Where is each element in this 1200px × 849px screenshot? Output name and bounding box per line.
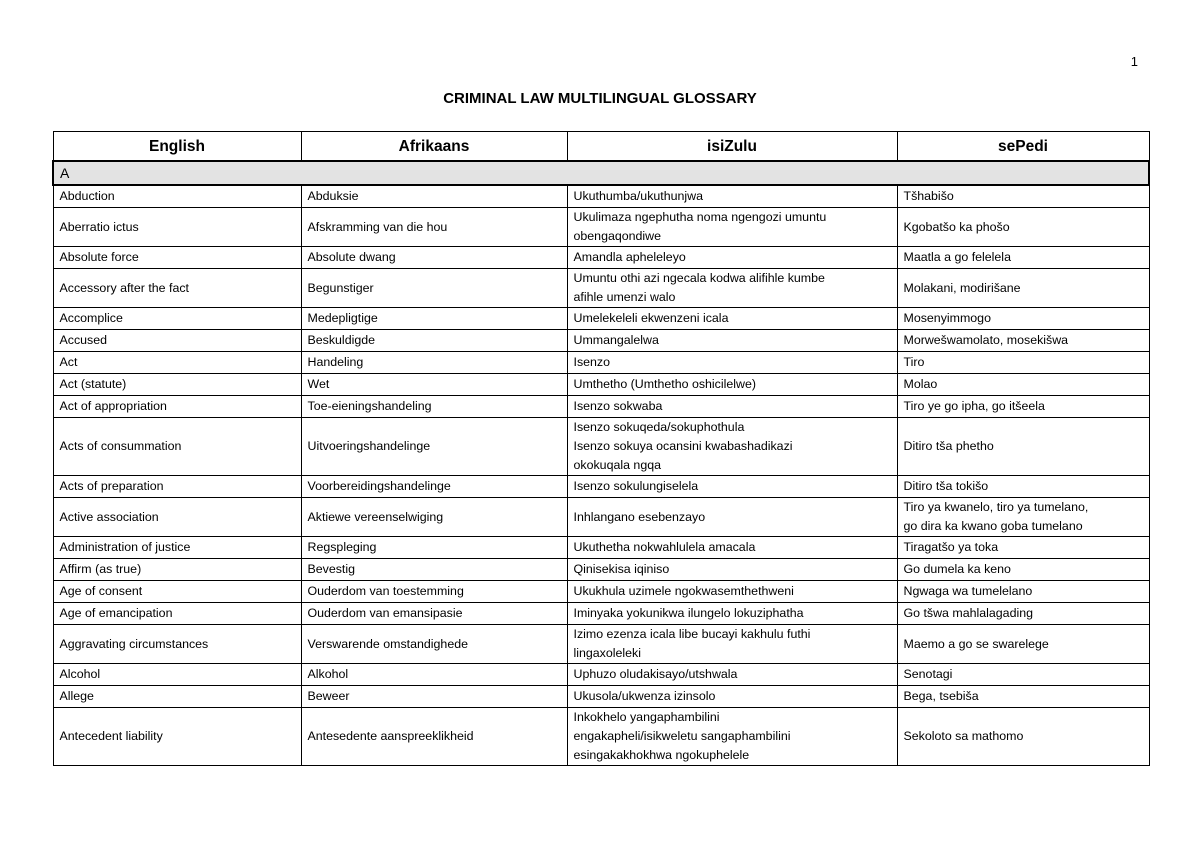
cell-sepedi: Sekoloto sa mathomo <box>897 708 1149 766</box>
cell-english: Accused <box>53 330 301 352</box>
cell-english: Act of appropriation <box>53 396 301 418</box>
cell-english: Acts of consummation <box>53 418 301 476</box>
cell-english: Abduction <box>53 185 301 208</box>
cell-english: Alcohol <box>53 664 301 686</box>
cell-english: Aberratio ictus <box>53 208 301 247</box>
table-row <box>53 208 1149 247</box>
cell-isizulu: Ukusola/ukwenza izinsolo <box>567 686 897 708</box>
column-header-sepedi: sePedi <box>897 132 1149 162</box>
glossary-table <box>52 131 1150 766</box>
column-header-afrikaans: Afrikaans <box>301 132 567 162</box>
cell-afrikaans: Antesedente aanspreeklikheid <box>301 708 567 766</box>
cell-afrikaans: Aktiewe vereenselwiging <box>301 498 567 537</box>
cell-isizulu: Qinisekisa iqiniso <box>567 559 897 581</box>
table-row <box>53 686 1149 708</box>
cell-isizulu: Ukuthetha nokwahlulela amacala <box>567 537 897 559</box>
column-header-english: English <box>53 132 301 162</box>
page-number: 1 <box>1130 54 1138 69</box>
cell-sepedi: Kgobatšo ka phošo <box>897 208 1149 247</box>
cell-sepedi: Molao <box>897 374 1149 396</box>
section-row <box>53 161 1149 185</box>
cell-afrikaans: Uitvoeringshandelinge <box>301 418 567 476</box>
cell-english: Act (statute) <box>53 374 301 396</box>
cell-afrikaans: Begunstiger <box>301 269 567 308</box>
cell-english: Accessory after the fact <box>53 269 301 308</box>
cell-sepedi: Mosenyimmogo <box>897 308 1149 330</box>
cell-english: Age of emancipation <box>53 603 301 625</box>
cell-isizulu: Ummangalelwa <box>567 330 897 352</box>
cell-afrikaans: Wet <box>301 374 567 396</box>
cell-isizulu: Umuntu othi azi ngecala kodwa alifihle kumbe afihle umenzi walo <box>567 269 897 308</box>
cell-afrikaans: Absolute dwang <box>301 247 567 269</box>
table-row <box>53 247 1149 269</box>
cell-sepedi: Maatla a go felelela <box>897 247 1149 269</box>
cell-english: Aggravating circumstances <box>53 625 301 664</box>
table-row <box>53 476 1149 498</box>
cell-isizulu: Isenzo <box>567 352 897 374</box>
cell-sepedi: Ngwaga wa tumelelano <box>897 581 1149 603</box>
table-row <box>53 625 1149 664</box>
cell-english: Allege <box>53 686 301 708</box>
cell-isizulu: Ukuthumba/ukuthunjwa <box>567 185 897 208</box>
cell-sepedi: Molakani, modirišane <box>897 269 1149 308</box>
table-row <box>53 396 1149 418</box>
cell-afrikaans: Alkohol <box>301 664 567 686</box>
cell-sepedi: Tšhabišo <box>897 185 1149 208</box>
cell-sepedi: Bega, tsebiša <box>897 686 1149 708</box>
table-row <box>53 185 1149 208</box>
cell-isizulu: Izimo ezenza icala libe bucayi kakhulu futhi lingaxoleleki <box>567 625 897 664</box>
cell-english: Active association <box>53 498 301 537</box>
cell-afrikaans: Abduksie <box>301 185 567 208</box>
cell-isizulu: Uphuzo oludakisayo/utshwala <box>567 664 897 686</box>
cell-afrikaans: Handeling <box>301 352 567 374</box>
document-title: CRIMINAL LAW MULTILINGUAL GLOSSARY <box>443 90 757 107</box>
cell-sepedi: Morwešwamolato, mosekišwa <box>897 330 1149 352</box>
cell-english: Acts of preparation <box>53 476 301 498</box>
cell-sepedi: Tiragatšo ya toka <box>897 537 1149 559</box>
cell-sepedi: Ditiro tša phetho <box>897 418 1149 476</box>
cell-english: Act <box>53 352 301 374</box>
table-row <box>53 269 1149 308</box>
section-letter: A <box>53 161 1149 185</box>
table-row <box>53 498 1149 537</box>
cell-sepedi: Senotagi <box>897 664 1149 686</box>
table-row <box>53 308 1149 330</box>
cell-afrikaans: Medepligtige <box>301 308 567 330</box>
cell-english: Administration of justice <box>53 537 301 559</box>
cell-english: Antecedent liability <box>53 708 301 766</box>
cell-isizulu: Umthetho (Umthetho oshicilelwe) <box>567 374 897 396</box>
column-header-isizulu: isiZulu <box>567 132 897 162</box>
cell-english: Absolute force <box>53 247 301 269</box>
cell-isizulu: Iminyaka yokunikwa ilungelo lokuziphatha <box>567 603 897 625</box>
cell-isizulu: Amandla apheleleyo <box>567 247 897 269</box>
cell-sepedi: Ditiro tša tokišo <box>897 476 1149 498</box>
cell-afrikaans: Ouderdom van toestemming <box>301 581 567 603</box>
cell-sepedi: Tiro ye go ipha, go itšeela <box>897 396 1149 418</box>
cell-afrikaans: Voorbereidingshandelinge <box>301 476 567 498</box>
cell-isizulu: Inhlangano esebenzayo <box>567 498 897 537</box>
cell-isizulu: Inkokhelo yangaphambilini engakapheli/isikweletu sangaphambilini esingakakhokhwa ngokuphelele <box>567 708 897 766</box>
cell-sepedi: Maemo a go se swarelege <box>897 625 1149 664</box>
cell-isizulu: Isenzo sokwaba <box>567 396 897 418</box>
table-row <box>53 581 1149 603</box>
table-row <box>53 537 1149 559</box>
table-row <box>53 330 1149 352</box>
table-row <box>53 603 1149 625</box>
cell-english: Affirm (as true) <box>53 559 301 581</box>
cell-isizulu: Isenzo sokuqeda/sokuphothula Isenzo sokuya ocansini kwabashadikazi okokuqala ngqa <box>567 418 897 476</box>
header-row <box>53 132 1149 162</box>
cell-isizulu: Ukukhula uzimele ngokwasemthethweni <box>567 581 897 603</box>
cell-isizulu: Ukulimaza ngephutha noma ngengozi umuntu obengaqondiwe <box>567 208 897 247</box>
cell-isizulu: Isenzo sokulungiselela <box>567 476 897 498</box>
cell-isizulu: Umelekeleli ekwenzeni icala <box>567 308 897 330</box>
table-row <box>53 664 1149 686</box>
cell-afrikaans: Verswarende omstandighede <box>301 625 567 664</box>
table-row <box>53 559 1149 581</box>
cell-afrikaans: Toe-eieningshandeling <box>301 396 567 418</box>
cell-afrikaans: Bevestig <box>301 559 567 581</box>
cell-sepedi: Go tšwa mahlalagading <box>897 603 1149 625</box>
cell-english: Age of consent <box>53 581 301 603</box>
table-row <box>53 374 1149 396</box>
cell-afrikaans: Beskuldigde <box>301 330 567 352</box>
table-row <box>53 708 1149 766</box>
cell-sepedi: Go dumela ka keno <box>897 559 1149 581</box>
cell-english: Accomplice <box>53 308 301 330</box>
cell-sepedi: Tiro <box>897 352 1149 374</box>
cell-afrikaans: Afskramming van die hou <box>301 208 567 247</box>
table-row <box>53 418 1149 476</box>
cell-afrikaans: Ouderdom van emansipasie <box>301 603 567 625</box>
cell-afrikaans: Regspleging <box>301 537 567 559</box>
cell-sepedi: Tiro ya kwanelo, tiro ya tumelano, go dira ka kwano goba tumelano <box>897 498 1149 537</box>
cell-afrikaans: Beweer <box>301 686 567 708</box>
table-row <box>53 352 1149 374</box>
